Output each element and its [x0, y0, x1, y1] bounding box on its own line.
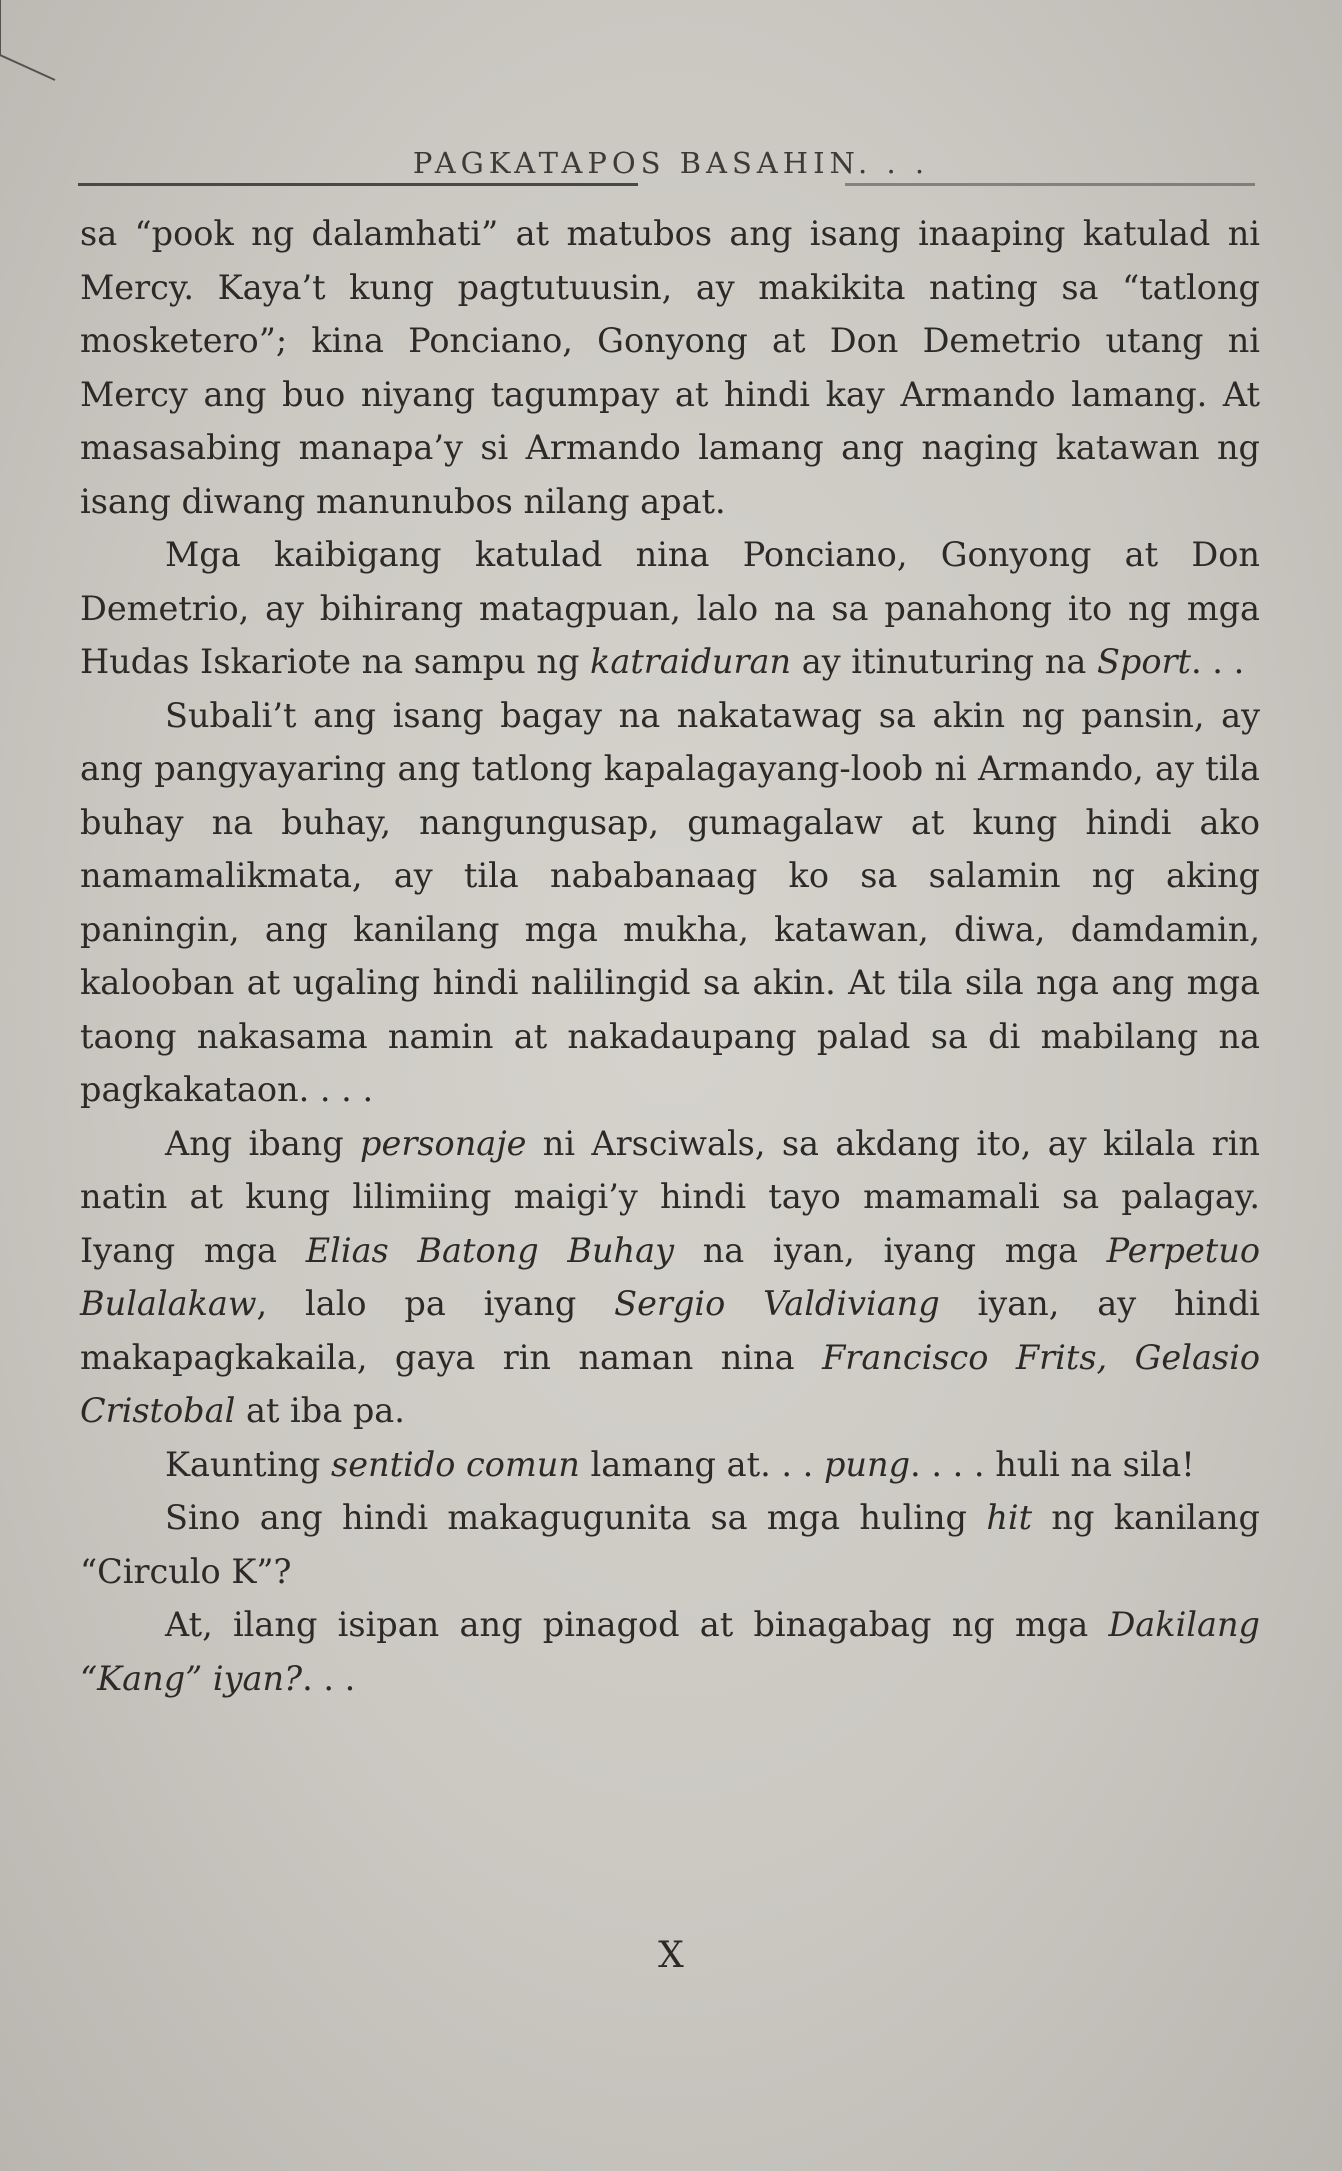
page-number: X	[658, 1935, 684, 1976]
running-header: PAGKATAPOS BASAHIN. . .	[412, 146, 930, 180]
paragraph-4-text-d: , lalo pa iyang	[256, 1284, 615, 1323]
paragraph-6-text-b: ng kanilang “Circulo K”?	[80, 1498, 1261, 1591]
paragraph-7	[80, 1598, 1260, 1705]
paragraph-6	[80, 1491, 1260, 1598]
paragraph-7-text-a: At, ilang isipan ang pinagod at binagabag ng mga	[165, 1605, 1109, 1644]
italic-term-pung: pung	[823, 1444, 911, 1484]
paragraph-3	[80, 689, 1260, 1117]
paragraph-1-text: sa “pook ng dalamhati” at matubos ang isang inaaping katulad ni Mercy. Kaya’t kung pagtutuusin, ay makikita nating sa “tatlong mosketero”; kina Ponciano, Gonyong at Don Demetrio utang ni Mercy ang buo niyang tagumpay at hindi kay Armando lamang. At masasabing manapa’y si Armando lamang ang naging katawan ng isang diwang manunubos nilang apat.	[80, 214, 1260, 521]
paragraph-5-text-a: Kaunting	[165, 1444, 331, 1484]
paragraph-2-text-c: . . .	[1191, 642, 1245, 681]
header-rule	[78, 183, 638, 186]
header-rule-faded	[845, 183, 1255, 186]
italic-name-elias: Elias Batong Buhay	[305, 1230, 675, 1270]
page-corner-fold	[0, 0, 70, 90]
paragraph-3-text: Subali’t ang isang bagay na nakatawag sa akin ng pansin, ay ang pangyayaring ang tatlong kapalagayang-loob ni Armando, ay tila buhay na buhay, nangungusap, gumagalaw at kung hindi ako namamalikmata, ay tila nababanaag ko sa salamin ng aking paningin, ang kanilang mga mukha, katawan, diwa, damdamin, kalooban at ugaling hindi nalilingid sa akin. At tila sila nga ang mga taong nakasama namin at nakadaupang palad sa di mabilang na pagkakataon. . . .	[80, 695, 1260, 1109]
italic-term-hit: hit	[986, 1498, 1033, 1537]
italic-term-dakilang-kang: Dakilang “Kang” iyan?	[80, 1605, 1260, 1698]
italic-term-sentido-comun: sentido comun	[331, 1444, 580, 1484]
paragraph-4-text-b: ni Arsciwals, sa akdang ito, ay kilala rin natin at kung lilimiing maigi’y hindi tayo mamamali sa palagay. Iyang mga	[80, 1123, 1260, 1270]
italic-name-perpetuo: Perpetuo Bulalakaw	[80, 1230, 1260, 1323]
paragraph-4-text-a: Ang ibang	[165, 1123, 361, 1163]
paragraph-1	[80, 207, 1260, 528]
paragraph-7-text-b: . . .	[302, 1658, 356, 1698]
paragraph-5-text-c: . . . . huli na sila!	[910, 1444, 1195, 1484]
paragraph-5	[80, 1438, 1260, 1492]
paragraph-4-text-f: at iba pa.	[235, 1391, 405, 1430]
italic-name-francisco: Francisco Frits, Gelasio Cristobal	[80, 1337, 1260, 1430]
italic-name-sergio: Sergio Valdiviang	[614, 1284, 940, 1323]
italic-term-personaje: personaje	[360, 1123, 527, 1163]
italic-term-katraiduran: katraiduran	[590, 642, 792, 681]
paragraph-2-text-a: Mga kaibigang katulad nina Ponciano, Gonyong at Don Demetrio, ay bihirang matagpuan, lalo na sa panahong ito ng mga Hudas Iskariote na sampu ng	[80, 535, 1260, 681]
paragraph-4-text-c: na iyan, iyang mga	[674, 1230, 1107, 1270]
paragraph-2-text-b: ay itinuturing na	[791, 642, 1097, 681]
paragraph-4	[80, 1117, 1260, 1438]
body-text	[80, 207, 1260, 1705]
paragraph-5-text-b: lamang at. . .	[579, 1444, 824, 1484]
paragraph-4-text-e: iyan, ay hindi makapagkakaila, gaya rin naman nina	[80, 1284, 1260, 1377]
italic-term-sport: Sport	[1096, 642, 1191, 681]
paragraph-2	[80, 528, 1260, 689]
paragraph-6-text-a: Sino ang hindi makagugunita sa mga huling	[165, 1498, 987, 1537]
